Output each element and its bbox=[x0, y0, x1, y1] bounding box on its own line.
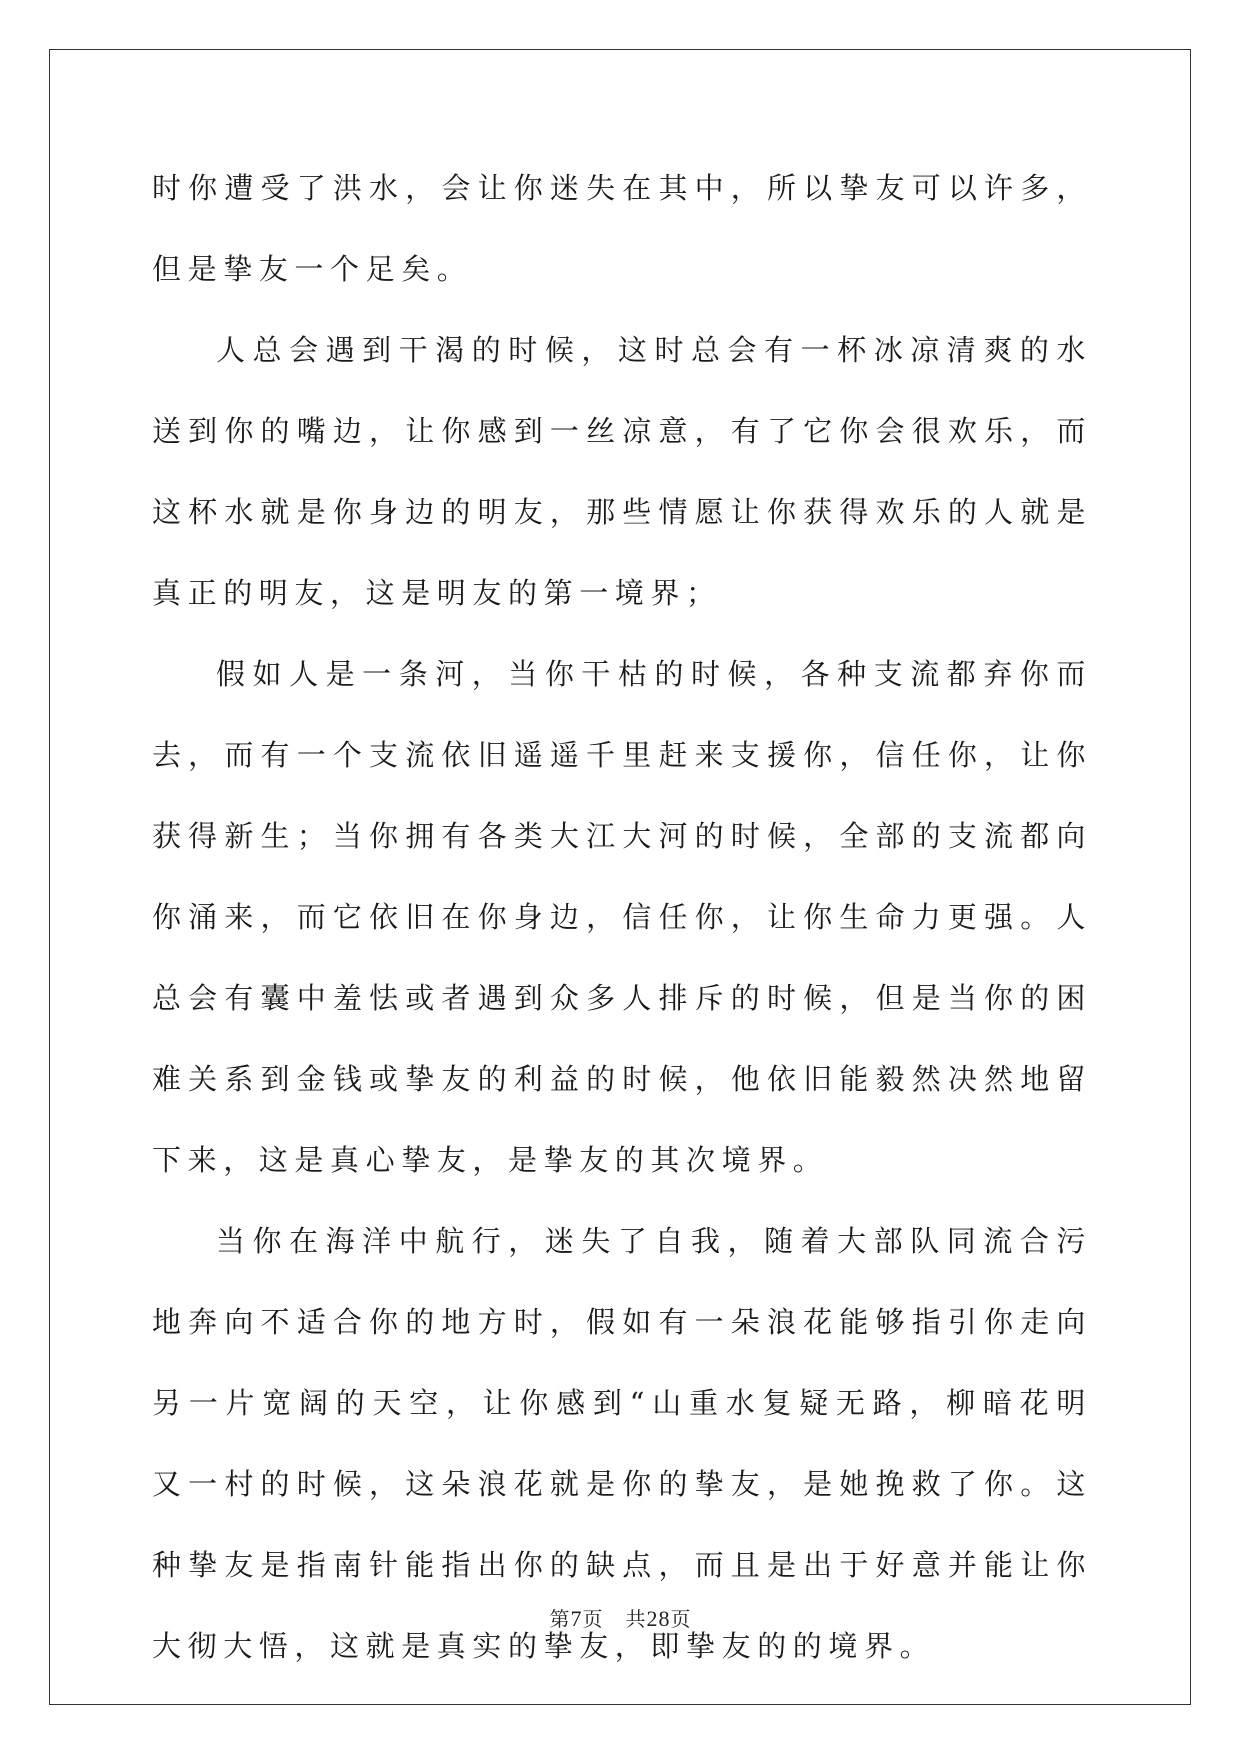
total-prefix: 共 bbox=[625, 1607, 647, 1631]
page-footer bbox=[0, 1603, 1241, 1632]
paragraph-4: 当你在海洋中航行，迷失了自我，随着大部队同流合污地奔向不适合你的地方时，假如有一朵浪花能够指引你走向另一片宽阔的天空，让你感到“山重水复疑无路，柳暗花明又一村的时候，这朵浪花就是你的挚友，是她挽救了你。这种挚友是指南针能指出你的缺点，而且是出于好意并能让你大彻大悟，这就是真实的挚友，即挚友的的境界。 bbox=[152, 1224, 1092, 1663]
total-suffix: 页 bbox=[670, 1607, 692, 1631]
paragraph-1: 时你遭受了洪水，会让你迷失在其中，所以挚友可以许多，但是挚友一个足矣。 bbox=[152, 171, 1092, 286]
document-body bbox=[152, 148, 1092, 1687]
page-number: 7 bbox=[570, 1606, 583, 1631]
paragraph-3: 假如人是一条河，当你干枯的时候，各种支流都弃你而去，而有一个支流依旧遥遥千里赶来支援你，信任你，让你获得新生；当你拥有各类大江大河的时候，全部的支流都向你涌来，而它依旧在你身边，信任你，让你生命力更强。人总会有囊中羞怯或者遇到众多人排斥的时候，但是当你的困难关系到金钱或挚友的利益的时候，他依旧能毅然决然地留下来，这是真心挚友，是挚友的其次境界。 bbox=[152, 657, 1092, 1177]
page-prefix: 第 bbox=[549, 1607, 571, 1631]
paragraph-2: 人总会遇到干渴的时候，这时总会有一杯冰凉清爽的水送到你的嘴边，让你感到一丝凉意，有了它你会很欢乐，而这杯水就是你身边的明友，那些情愿让你获得欢乐的人就是真正的明友，这是明友的第一境界； bbox=[152, 333, 1092, 610]
page-suffix: 页 bbox=[582, 1607, 604, 1631]
total-pages: 28 bbox=[646, 1606, 671, 1631]
